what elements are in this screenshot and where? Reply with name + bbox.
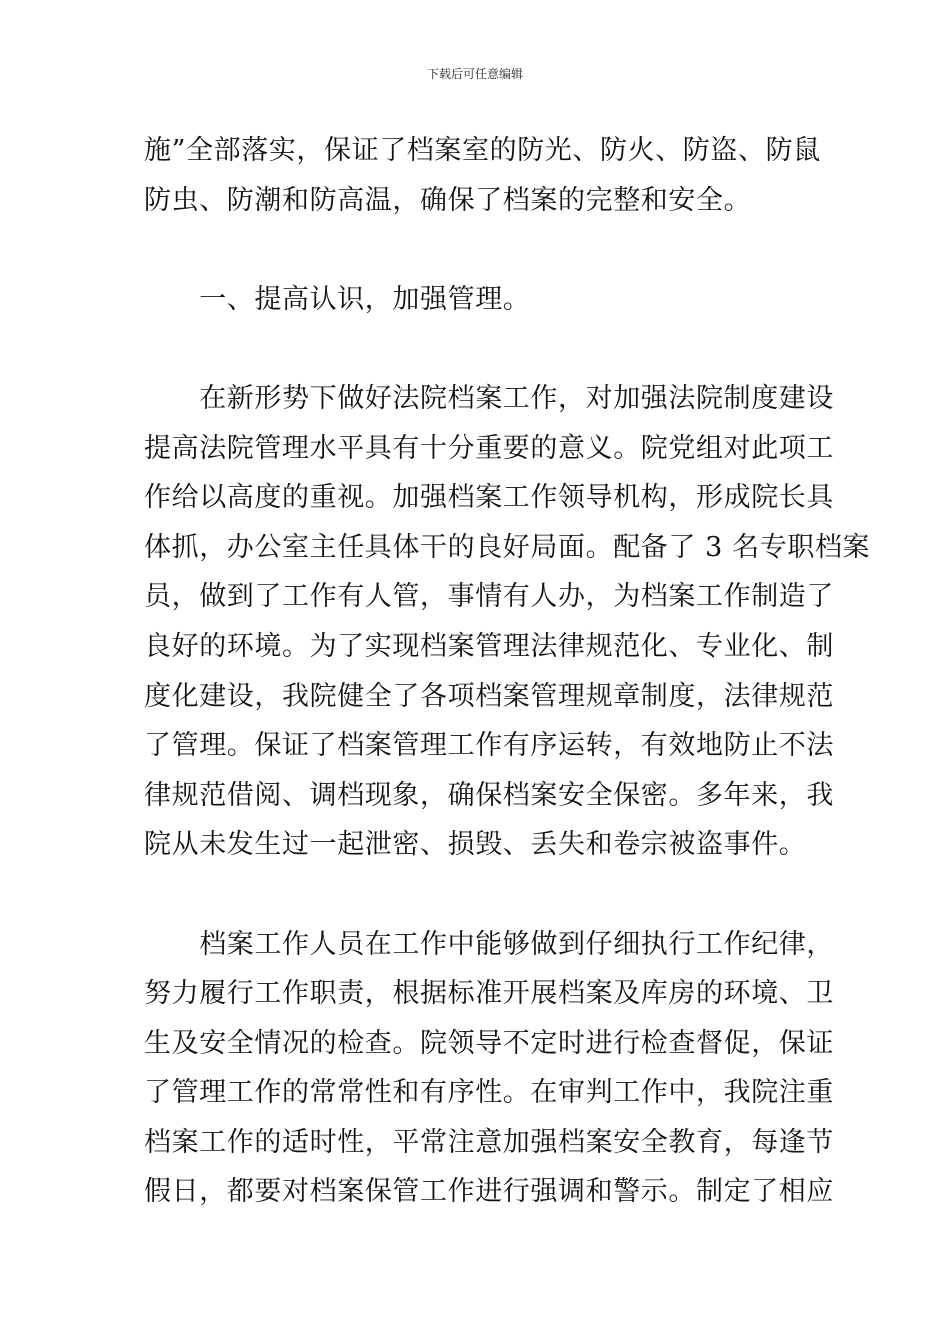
- heading-line: 一、提高认识，加强管理。: [144, 283, 531, 315]
- text-line: 员，做到了工作有人管，事情有人办，为档案工作制造了: [144, 581, 834, 613]
- text-line: 了管理工作的常常性和有序性。在审判工作中，我院注重: [144, 1077, 834, 1109]
- text-line: 施”全部落实，保证了档案室的防光、防火、防盗、防鼠: [144, 135, 821, 166]
- text-line: 度化建设，我院健全了各项档案管理规章制度，法律规范: [144, 680, 834, 712]
- text-line: 作给以高度的重视。加强档案工作领导机构，形成院长具: [144, 482, 834, 514]
- text-line: 了管理。保证了档案管理工作有序运转，有效地防止不法: [144, 730, 834, 762]
- paragraph: [144, 374, 871, 870]
- paragraph-spacing: [144, 225, 812, 275]
- paragraph-spacing: [144, 870, 812, 920]
- text-line: 生及安全情况的检查。院领导不定时进行检查督促，保证: [144, 1027, 834, 1059]
- paragraph: [144, 920, 834, 1218]
- text-line: 档案工作人员在工作中能够做到仔细执行工作纪律，: [144, 928, 834, 960]
- paragraph: [144, 126, 821, 225]
- page-header: 下载后可任意编辑: [426, 67, 523, 81]
- text-line: 院从未发生过一起泄密、损毁、丢失和卷宗被盗事件。: [144, 829, 807, 861]
- section-heading: [144, 275, 812, 325]
- text-line: 防虫、防潮和防高温，确保了档案的完整和安全。: [144, 184, 752, 216]
- text-line: 努力履行工作职责，根据标准开展档案及库房的环境、卫: [144, 978, 834, 1010]
- text-line: 律规范借阅、调档现象，确保档案安全保密。多年来，我: [144, 779, 834, 811]
- paragraph-spacing: [144, 324, 812, 374]
- text-line: 假日，都要对档案保管工作进行强调和警示。制定了相应: [144, 1176, 834, 1208]
- text-line: 提高法院管理水平具有十分重要的意义。院党组对此项工: [144, 432, 834, 464]
- text-line: 在新形势下做好法院档案工作，对加强法院制度建设: [144, 382, 834, 414]
- text-line: 档案工作的适时性，平常注意加强档案安全教育，每逢节: [144, 1126, 834, 1158]
- document-body: [144, 126, 871, 1217]
- text-line: 体抓，办公室主任具体干的良好局面。配备了 3 名专职档案: [144, 531, 871, 563]
- text-line: 良好的环境。为了实现档案管理法律规范化、专业化、制: [144, 630, 834, 662]
